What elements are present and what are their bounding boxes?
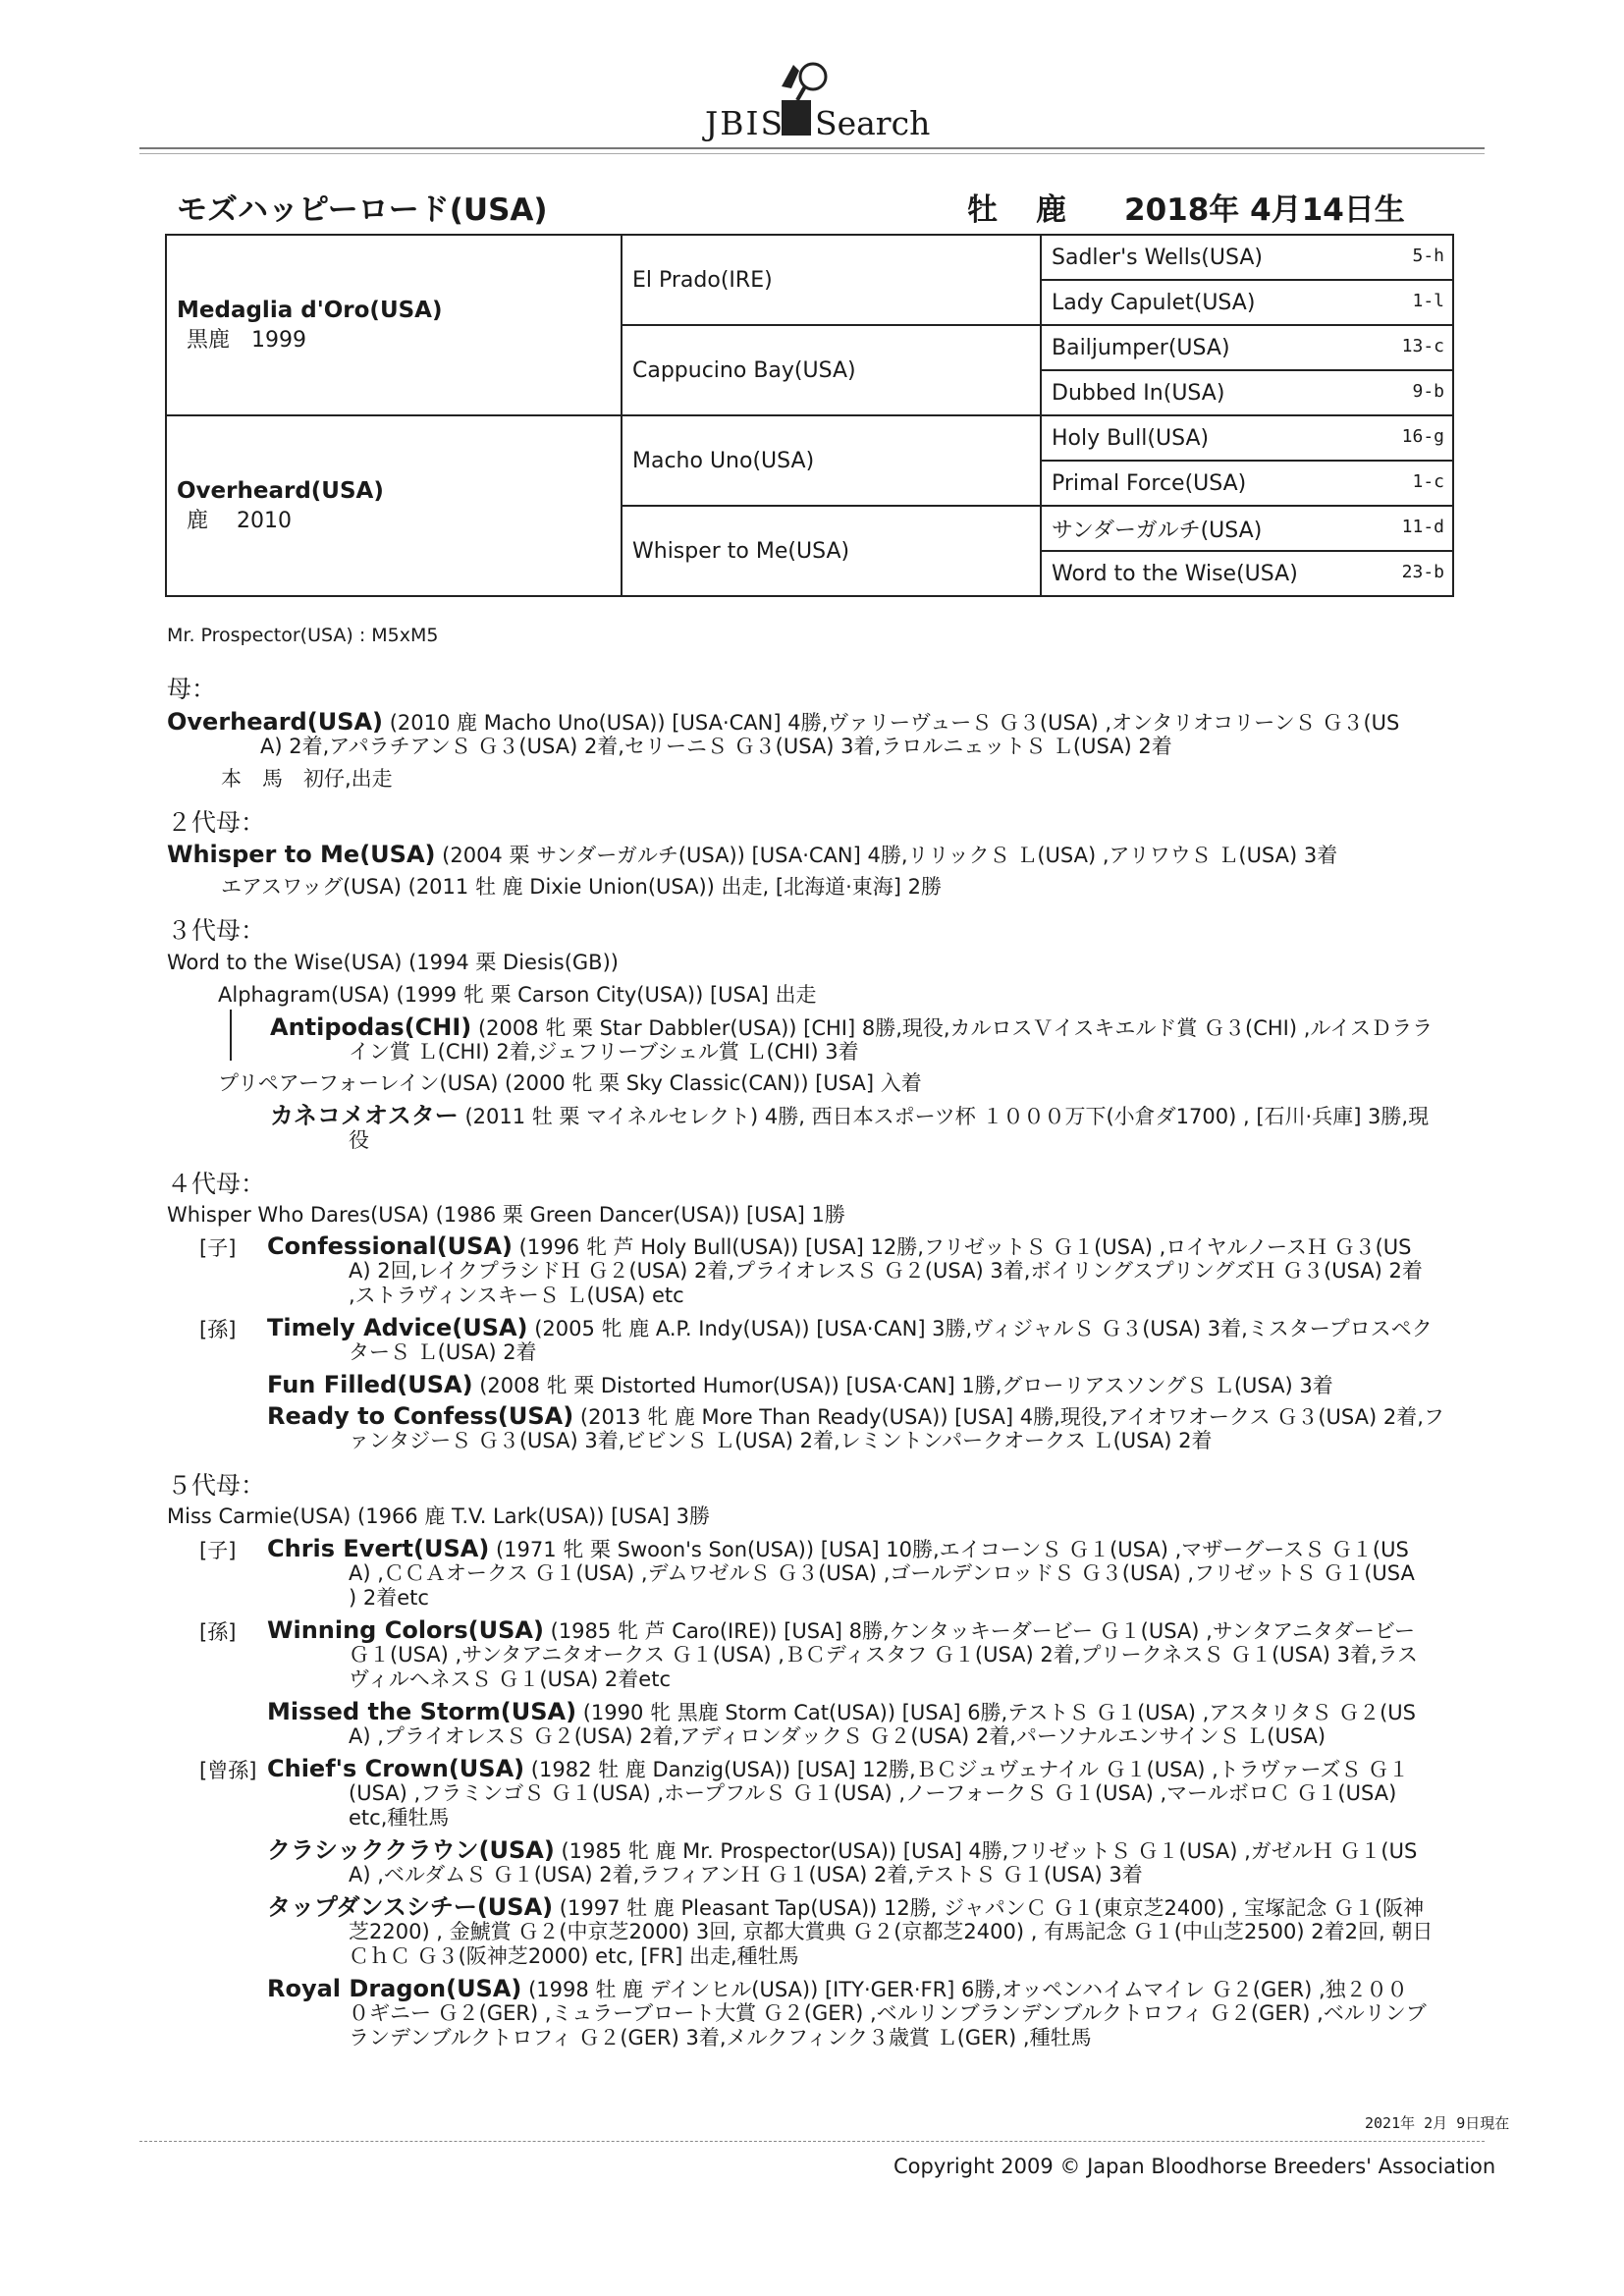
horse-name-bold: Missed the Storm(USA) — [267, 1698, 577, 1725]
record-continuation: etc,種牡馬 — [349, 1806, 450, 1830]
record-text: (1990 牝 黒鹿 Storm Cat(USA)) [USA] 6勝,テストＳ Ｇ１(USA) ,アスタリタＳ Ｇ２(US — [576, 1701, 1416, 1724]
record-continuation: ァンタジーＳ Ｇ３(USA) 3着,ビビンＳ Ｌ(USA) 2着,レミントンパークオークス Ｌ(USA) 2着 — [349, 1429, 1213, 1452]
family-number: 16-g — [1401, 426, 1444, 447]
horse-name-bold: Royal Dragon(USA) — [267, 1975, 522, 2002]
5th-dam-record: Miss Carmie(USA) (1966 鹿 T.V. Lark(USA)) [USA] 3勝 — [167, 1504, 710, 1528]
record-continuation: ) 2着etc — [349, 1586, 429, 1610]
horse-color: 鹿 — [1036, 192, 1066, 228]
2nd-dam-record — [167, 841, 1337, 869]
record-continuation: (USA) ,フラミンゴＳ Ｇ１(USA) ,ホープフルＳ Ｇ１(USA) ,ノーフォークＳ Ｇ１(USA) ,マールボロＣ Ｇ１(USA) — [349, 1781, 1397, 1805]
record-continuation: ＣｈＣ Ｇ３(阪神芝2000) etc, [FR] 出走,種牡馬 — [349, 1944, 799, 1968]
ggs-name: Sadler's Wells(USA) — [1052, 245, 1263, 270]
record-continuation: A) 2回,レイクプラシドＨ Ｇ２(USA) 2着,プライオレスＳ Ｇ２(USA) 3着,ボイリングスプリングズＨ Ｇ３(USA) 2着 — [349, 1259, 1423, 1283]
descendant-record — [267, 1371, 1333, 1399]
jbis-logo — [687, 57, 952, 145]
ggs-name: サンダーガルチ(USA) — [1052, 518, 1263, 543]
sire-info: 黒鹿 1999 — [187, 327, 306, 353]
record-text: (2004 栗 サンダーガルチ(USA)) [USA·CAN] 4勝,リリックＳ Ｌ(USA) ,アリワウＳ Ｌ(USA) 3着 — [435, 844, 1338, 867]
horse-name-bold: Overheard(USA) — [167, 708, 384, 736]
horse-name-bold: Chris Evert(USA) — [267, 1535, 490, 1562]
horse-name-bold: Antipodas(CHI) — [270, 1013, 472, 1041]
record-continuation: ヴィルヘネスＳ Ｇ１(USA) 2着etc — [349, 1667, 671, 1691]
logo-text-jbis: JBIS — [705, 104, 785, 142]
record-text: (2008 牝 栗 Star Dabbler(USA)) [CHI] 8勝,現役,カルロスＶイスキエルド賞 Ｇ３(CHI) ,ルイスＤララ — [471, 1016, 1434, 1040]
record-continuation: ,ストラヴィンスキーＳ Ｌ(USA) etc — [349, 1284, 684, 1307]
record-continuation: 芝2200) , 金鯱賞 Ｇ２(中京芝2000) 3回, 京都大賞典 Ｇ２(京都芝2400) , 有馬記念 Ｇ１(中山芝2500) 2着2回, 朝日 — [349, 1920, 1434, 1943]
inbreeding-note: Mr. Prospector(USA) : M5xM5 — [167, 625, 439, 646]
record-text: (1971 牝 栗 Swoon's Son(USA)) [USA] 10勝,エイコーンＳ Ｇ１(USA) ,マザーグースＳ Ｇ１(US — [489, 1538, 1409, 1561]
dam-info: 鹿 2010 — [187, 508, 292, 533]
record-continuation: ランデンブルクトロフィ Ｇ２(GER) 3着,メルクフィンク３歳賞 Ｌ(GER) ,種牡馬 — [349, 2026, 1092, 2050]
record-continuation: イン賞 Ｌ(CHI) 2着,ジェフリーブシェル賞 Ｌ(CHI) 3着 — [349, 1040, 859, 1064]
dam-name: Overheard(USA) — [177, 477, 384, 504]
record-text: (2013 牝 鹿 More Than Ready(USA)) [USA] 4勝,現役,アイオワオークス Ｇ３(USA) 2着,フ — [573, 1405, 1444, 1429]
section-dam: 母： — [167, 675, 217, 703]
horse-name-bold: Chief's Crown(USA) — [267, 1755, 525, 1782]
section-5th-dam: ５代母： — [167, 1471, 266, 1500]
ggs-name: Word to the Wise(USA) — [1052, 561, 1298, 586]
logo-text-search: Search — [815, 104, 931, 142]
record-text: (1998 牡 鹿 デインヒル(USA)) [ITY·GER·FR] 6勝,オッペンハイムマイレ Ｇ２(GER) ,独２００ — [521, 1978, 1408, 2001]
ggs-name: Holy Bull(USA) — [1052, 425, 1210, 451]
horse-name-bold: タップダンスシチー(USA) — [267, 1893, 554, 1921]
section-2nd-dam: ２代母： — [167, 808, 266, 837]
horse-name-bold: クラシッククラウン(USA) — [267, 1836, 555, 1864]
great-grandsire-cell — [1041, 280, 1453, 325]
grandsire-cell: Cappucino Bay(USA) — [622, 325, 1041, 415]
family-number: 1-c — [1412, 471, 1444, 492]
grandsire-cell: Whisper to Me(USA) — [622, 506, 1041, 596]
grandoffspring-record — [270, 1102, 1429, 1130]
record-text: (1982 牡 鹿 Danzig(USA)) [USA] 12勝,ＢＣジュヴェナイル Ｇ１(USA) ,トラヴァーズＳ Ｇ１ — [524, 1758, 1410, 1781]
footer-rule — [139, 2141, 1485, 2142]
sire-name: Medaglia d'Oro(USA) — [177, 297, 443, 323]
offspring-record: プリペアーフォーレイン(USA) (2000 牝 栗 Sky Classic(CAN)) [USA] 入着 — [218, 1071, 922, 1095]
section-4th-dam: ４代母： — [167, 1170, 266, 1198]
record-text: (1985 牝 鹿 Mr. Prospector(USA)) [USA] 4勝,フリゼットＳ Ｇ１(USA) ,ガゼルＨ Ｇ１(US — [554, 1839, 1418, 1863]
record-continuation: ０ギニー Ｇ２(GER) ,ミュラーブロート大賞 Ｇ２(GER) ,ベルリンブランデンブルクトロフィ Ｇ２(GER) ,ベルリンブ — [349, 2001, 1427, 2025]
family-number: 13-c — [1401, 336, 1444, 356]
great-grandsire-cell — [1041, 235, 1453, 280]
great-grandsire-cell — [1041, 506, 1453, 551]
offspring-record: エアスワッグ(USA) (2011 牡 鹿 Dixie Union(USA)) 出走, [北海道·東海] 2勝 — [221, 875, 942, 899]
horse-name-bold: Timely Advice(USA) — [267, 1314, 528, 1341]
tag-grandchild: [孫] — [199, 1620, 237, 1644]
family-number: 23-b — [1401, 562, 1444, 582]
family-number: 5-h — [1412, 246, 1444, 266]
record-continuation: Ｇ１(USA) ,サンタアニタオークス Ｇ１(USA) ,ＢＣディスタフ Ｇ１(USA) 2着,プリークネスＳ Ｇ１(USA) 3着,ラス — [349, 1643, 1419, 1667]
record-continuation: A) ,プライオレスＳ Ｇ２(USA) 2着,アディロンダックＳ Ｇ２(USA) 2着,パーソナルエンサインＳ Ｌ(USA) — [349, 1724, 1326, 1748]
record-text: (1985 牝 芦 Caro(IRE)) [USA] 8勝,ケンタッキーダービー Ｇ１(USA) ,サンタアニタダービー — [543, 1619, 1416, 1643]
family-number: 11-d — [1401, 517, 1444, 537]
great-grandsire-cell — [1041, 415, 1453, 461]
record-text: (2010 鹿 Macho Uno(USA)) [USA·CAN] 4勝,ヴァリーヴューＳ Ｇ３(USA) ,オンタリオコリーンＳ Ｇ３(US — [383, 711, 1400, 735]
great-grandsire-cell — [1041, 370, 1453, 415]
tag-child: [子] — [199, 1539, 237, 1562]
record-continuation: A) ,ベルダムＳ Ｇ１(USA) 2着,ラフィアンＨ Ｇ１(USA) 2着,テストＳ Ｇ１(USA) 3着 — [349, 1863, 1143, 1886]
lineage-bar — [230, 1010, 232, 1061]
horse-name-bold: Ready to Confess(USA) — [267, 1402, 574, 1430]
sire-cell — [166, 235, 622, 415]
family-number: 1-l — [1412, 291, 1444, 311]
ggs-name: Primal Force(USA) — [1052, 470, 1247, 496]
dam-cell — [166, 415, 622, 596]
3rd-dam-record: Word to the Wise(USA) (1994 栗 Diesis(GB)) — [167, 951, 619, 974]
horse-name-bold: Fun Filled(USA) — [267, 1371, 473, 1398]
horse-name-bold: Whisper to Me(USA) — [167, 841, 436, 868]
grandsire-cell: Macho Uno(USA) — [622, 415, 1041, 506]
ggs-name: Lady Capulet(USA) — [1052, 290, 1256, 315]
record-text: (2005 牝 鹿 A.P. Indy(USA)) [USA·CAN] 3勝,ヴィジャルＳ Ｇ３(USA) 3着,ミスタープロスペク — [527, 1317, 1433, 1340]
record-continuation: ターＳ Ｌ(USA) 2着 — [349, 1340, 537, 1364]
family-number: 9-b — [1412, 381, 1444, 402]
horse-name-bold: Winning Colors(USA) — [267, 1616, 544, 1644]
grandsire-cell: El Prado(IRE) — [622, 235, 1041, 325]
4th-dam-record: Whisper Who Dares(USA) (1986 栗 Green Dancer(USA)) [USA] 1勝 — [167, 1203, 845, 1227]
tag-child: [子] — [199, 1236, 237, 1260]
horse-sex: 牡 — [967, 192, 998, 228]
horse-birthdate: 2018年 4月14日生 — [1124, 192, 1405, 228]
offspring-note: 本 馬 初仔,出走 — [221, 767, 393, 791]
tag-great-grandchild: [曾孫] — [199, 1759, 257, 1782]
record-continuation: 役 — [349, 1128, 369, 1152]
tag-grandchild: [孫] — [199, 1318, 237, 1341]
ggs-name: Bailjumper(USA) — [1052, 335, 1230, 360]
header-rule-thin — [139, 153, 1485, 154]
great-grandsire-cell — [1041, 325, 1453, 370]
record-continuation: A) 2着,アパラチアンＳ Ｇ３(USA) 2着,セリーニＳ Ｇ３(USA) 3着,ラロルニェットＳ Ｌ(USA) 2着 — [260, 735, 1172, 758]
record-text: (1996 牝 芦 Holy Bull(USA)) [USA] 12勝,フリゼットＳ Ｇ１(USA) ,ロイヤルノースＨ Ｇ３(US — [512, 1235, 1412, 1259]
great-grandsire-cell — [1041, 461, 1453, 506]
horse-name: モズハッピーロード(USA) — [177, 192, 548, 228]
record-text: (2011 牡 栗 マイネルセレクト) 4勝, 西日本スポーツ杯 １０００万下(小倉ダ1700) , [石川·兵庫] 3勝,現 — [458, 1105, 1430, 1128]
horse-name-bold: Confessional(USA) — [267, 1232, 513, 1260]
copyright: Copyright 2009 © Japan Bloodhorse Breeders' Association — [893, 2155, 1496, 2178]
horse-name-bold: カネコメオスター — [270, 1102, 459, 1129]
record-continuation: A) ,ＣＣＡオークス Ｇ１(USA) ,デムワゼルＳ Ｇ３(USA) ,ゴールデンロッドＳ Ｇ３(USA) ,フリゼットＳ Ｇ１(USA — [349, 1561, 1415, 1585]
record-text: (2008 牝 栗 Distorted Humor(USA)) [USA·CAN] 1勝,グローリアスソングＳ Ｌ(USA) 3着 — [472, 1374, 1333, 1397]
section-3rd-dam: ３代母： — [167, 916, 266, 945]
record-text: (1997 牡 鹿 Pleasant Tap(USA)) 12勝, ジャパンＣ Ｇ１(東京芝2400) , 宝塚記念 Ｇ１(阪神 — [553, 1896, 1425, 1920]
as-of-date: 2021年 2月 9日現在 — [1365, 2114, 1510, 2132]
offspring-record: Alphagram(USA) (1999 牝 栗 Carson City(USA)) [USA] 出走 — [218, 983, 817, 1007]
header-rule — [139, 147, 1485, 149]
great-grandsire-cell — [1041, 551, 1453, 596]
ggs-name: Dubbed In(USA) — [1052, 380, 1225, 406]
pedigree-table — [165, 234, 1454, 597]
